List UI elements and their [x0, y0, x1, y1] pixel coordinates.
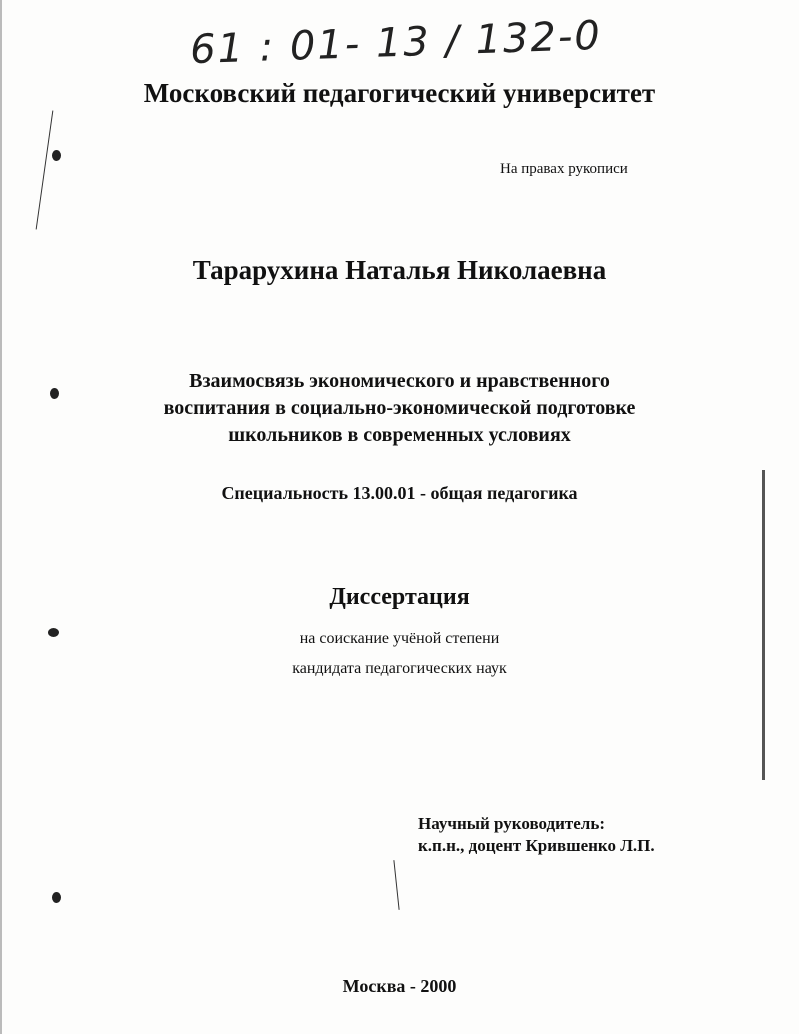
dissertation-title-line: воспитания в социально-экономической подготовке — [163, 397, 636, 419]
dissertation-title-line: школьников в современных условиях — [228, 424, 571, 446]
document-type: Диссертация — [329, 584, 470, 610]
scan-blot — [52, 892, 61, 903]
supervisor-name: к.п.н., доцент Крившенко Л.П. — [418, 836, 655, 855]
city-year: Москва - 2000 — [342, 976, 457, 996]
scan-left-edge — [0, 0, 2, 1034]
specialty: Специальность 13.00.01 - общая педагогика — [221, 483, 578, 503]
scan-pen-stroke — [393, 860, 399, 910]
university-name: Московский педагогический университет — [143, 78, 656, 108]
scan-blot — [52, 150, 61, 161]
scan-right-edge — [762, 470, 765, 780]
degree-line: на соискание учёной степени — [299, 630, 500, 647]
degree-line: кандидата педагогических наук — [292, 660, 507, 677]
scan-pen-stroke — [36, 111, 54, 230]
manuscript-note: На правах рукописи — [500, 161, 628, 177]
author-name: Тарарухина Наталья Николаевна — [192, 255, 607, 285]
dissertation-title-line: Взаимосвязь экономического и нравственного — [189, 370, 610, 392]
handwritten-catalog-code: 61 : 01- 13 / 132-0 — [189, 12, 603, 74]
supervisor-label: Научный руководитель: — [418, 814, 605, 833]
